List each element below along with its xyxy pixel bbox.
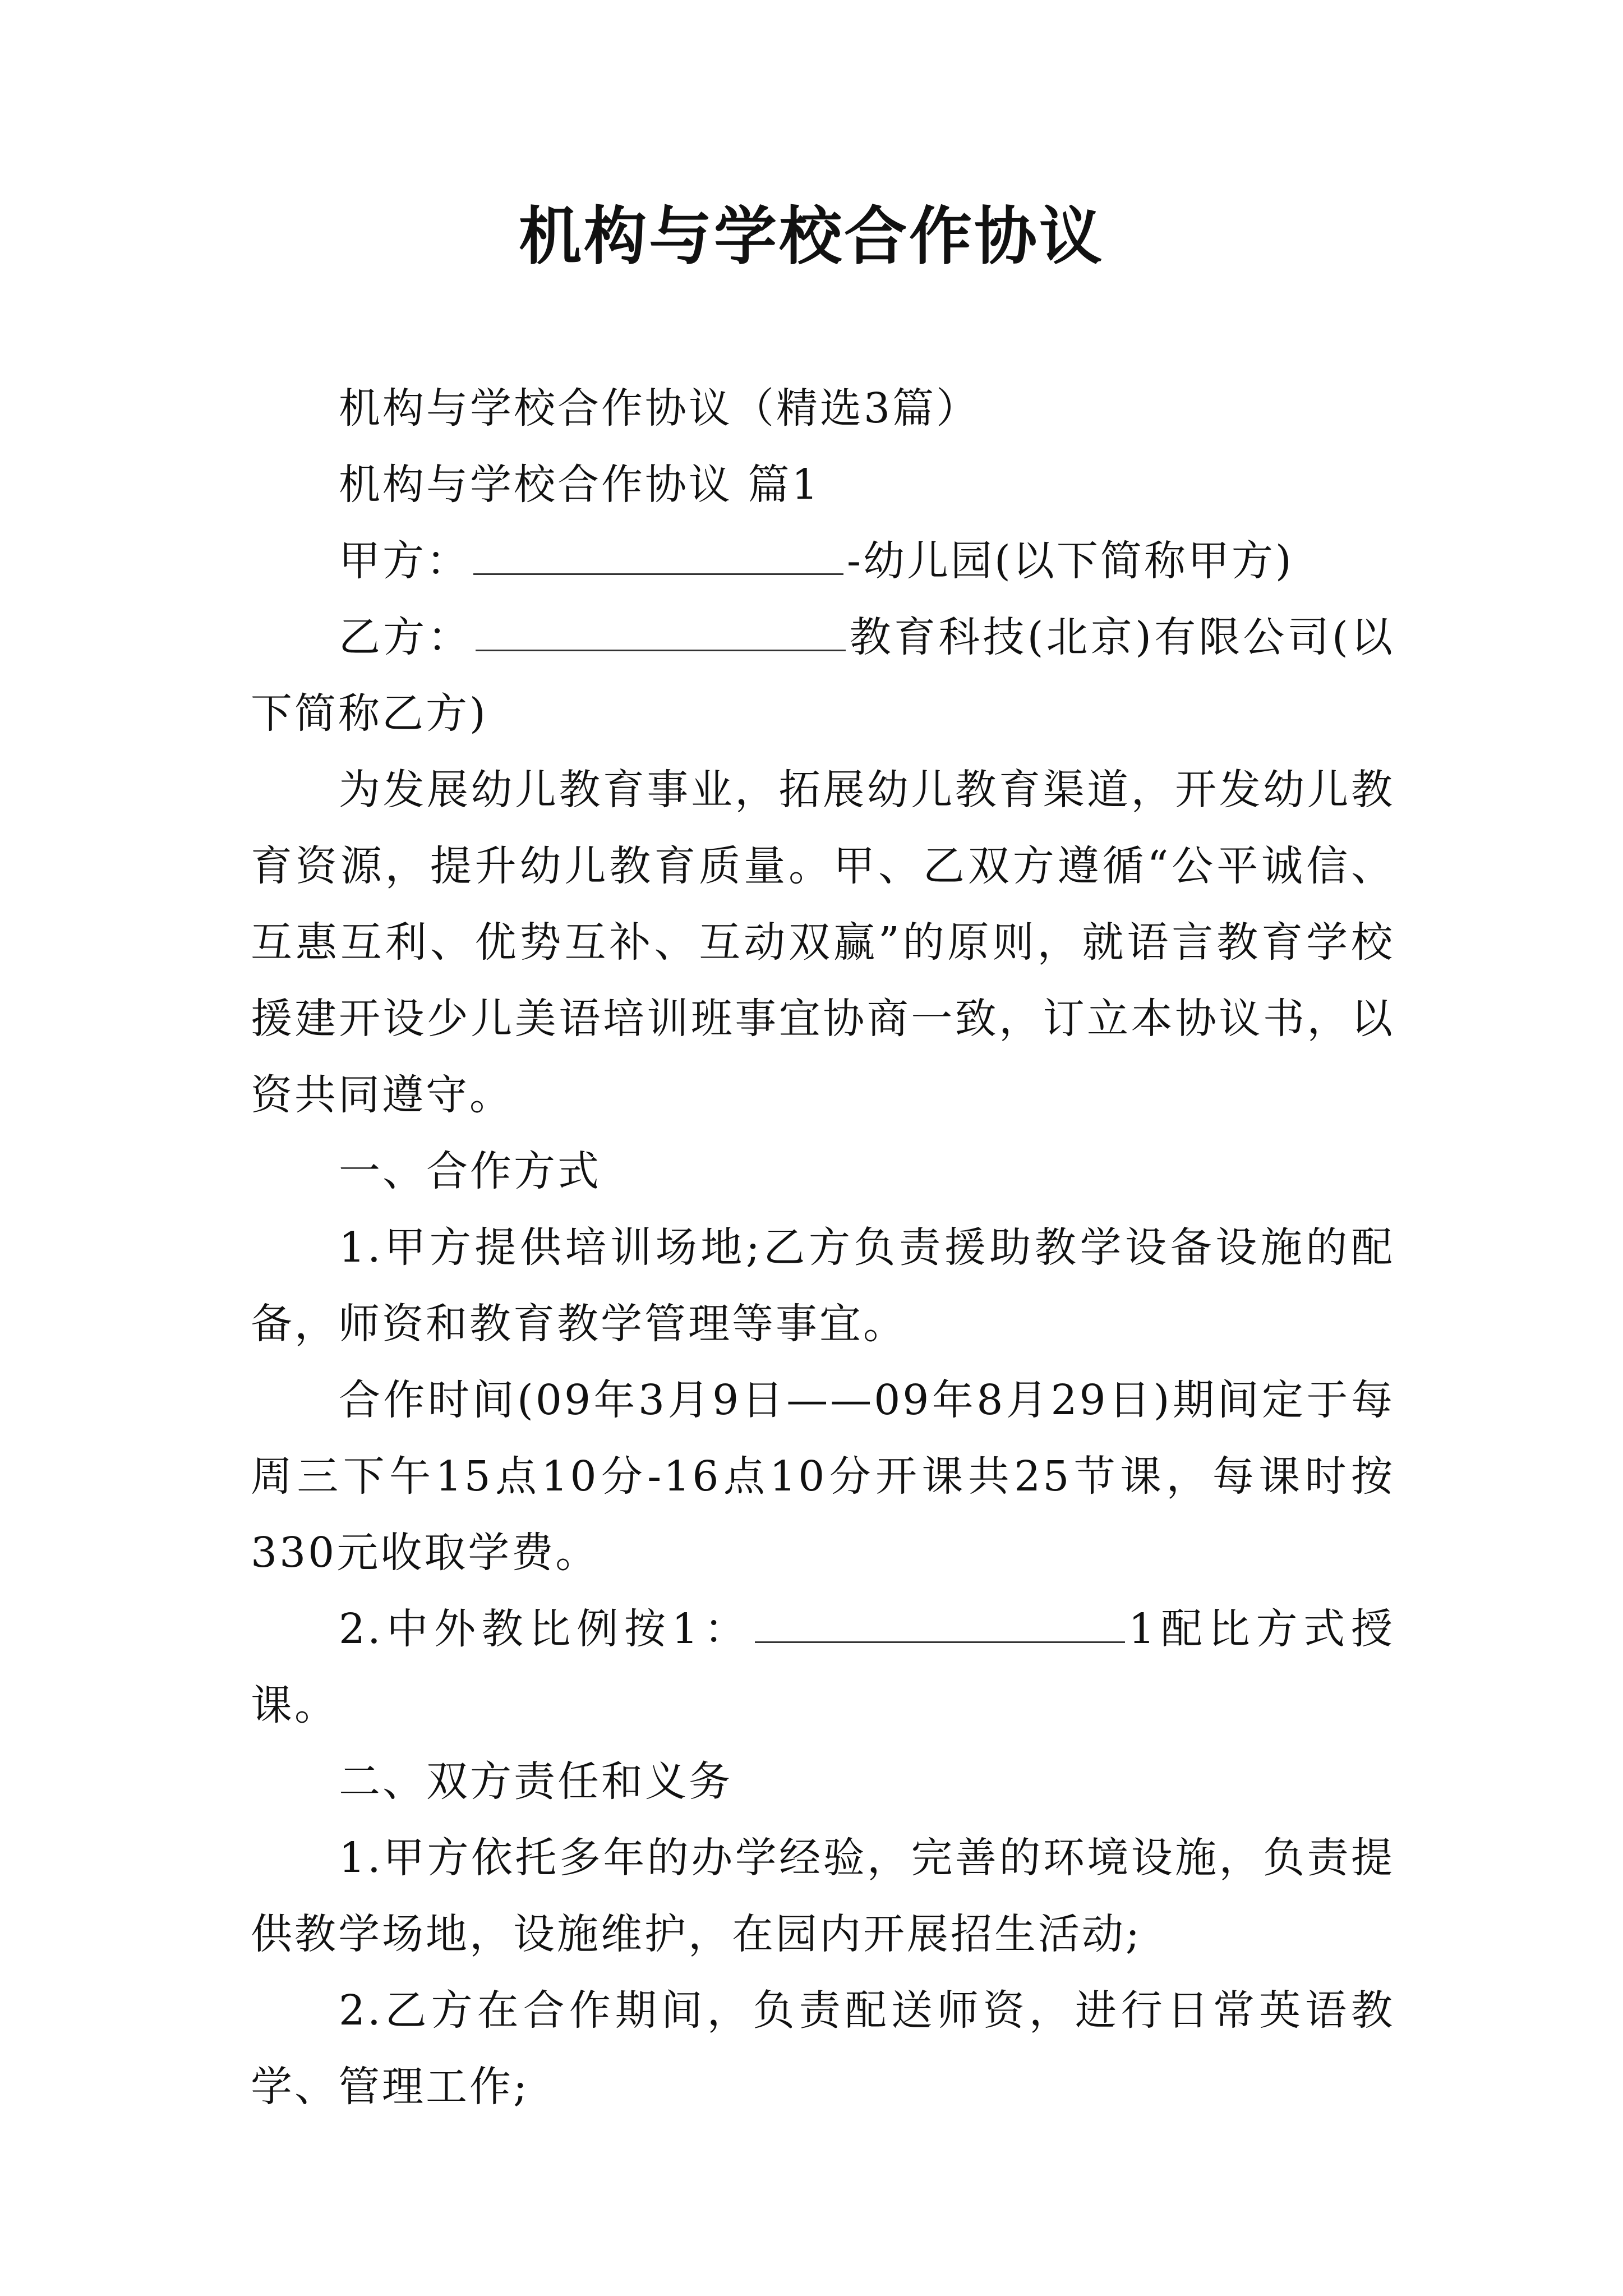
party-b-label: 乙方：: [339, 613, 472, 661]
heading-cooperation-mode: 一、合作方式: [339, 1147, 601, 1195]
subtitle: 机构与学校合作协议（精选3篇）: [339, 384, 980, 432]
ratio-line: [251, 1591, 1395, 1743]
schedule-paragraph: 合作时间(09年3月9日——09年8月29日)期间定于每周三下午15点10分-16点10分开课共25节课，每课时按330元收取学费。: [251, 1376, 1395, 1577]
section-title: 机构与学校合作协议 篇1: [339, 461, 820, 509]
party-a-suffix: -幼儿园(以下简称甲方): [847, 537, 1294, 585]
heading-responsibilities: 二、双方责任和义务: [339, 1757, 732, 1806]
party-a-line: [251, 523, 1395, 599]
document-title: 机构与学校合作协议: [519, 200, 1104, 273]
party-a-label: 甲方：: [339, 537, 470, 585]
document-body: [251, 370, 1395, 2125]
ratio-suffix: 1配比方式授课。: [251, 1605, 1395, 1729]
item-2-1: 1.甲方依托多年的办学经验，完善的环境设施，负责提供教学场地，设施维护，在园内开展招生活动;: [251, 1834, 1395, 1958]
party-b-line: [251, 599, 1395, 752]
party-b-suffix: 教育科技(北京)有限公司(以下简称乙方): [251, 613, 1395, 738]
party-a-blank: [473, 536, 843, 575]
item-2-2: 2.乙方在合作期间，负责配送师资，进行日常英语教学、管理工作;: [251, 1986, 1395, 2111]
party-b-blank: [476, 613, 846, 651]
item-1-1: 1.甲方提供培训场地;乙方负责援助教学设备设施的配备，师资和教育教学管理等事宜。: [251, 1223, 1395, 1348]
ratio-prefix: 2.中外教比例按1：: [339, 1605, 752, 1653]
ratio-blank: [755, 1604, 1125, 1643]
intro-paragraph: 为发展幼儿教育事业，拓展幼儿教育渠道，开发幼儿教育资源，提升幼儿教育质量。甲、乙双方遵循“公平诚信、互惠互利、优势互补、互动双赢”的原则，就语言教育学校援建开设少儿美语培训班事宜协商一致，订立本协议书，以资共同遵守。: [251, 766, 1395, 1119]
